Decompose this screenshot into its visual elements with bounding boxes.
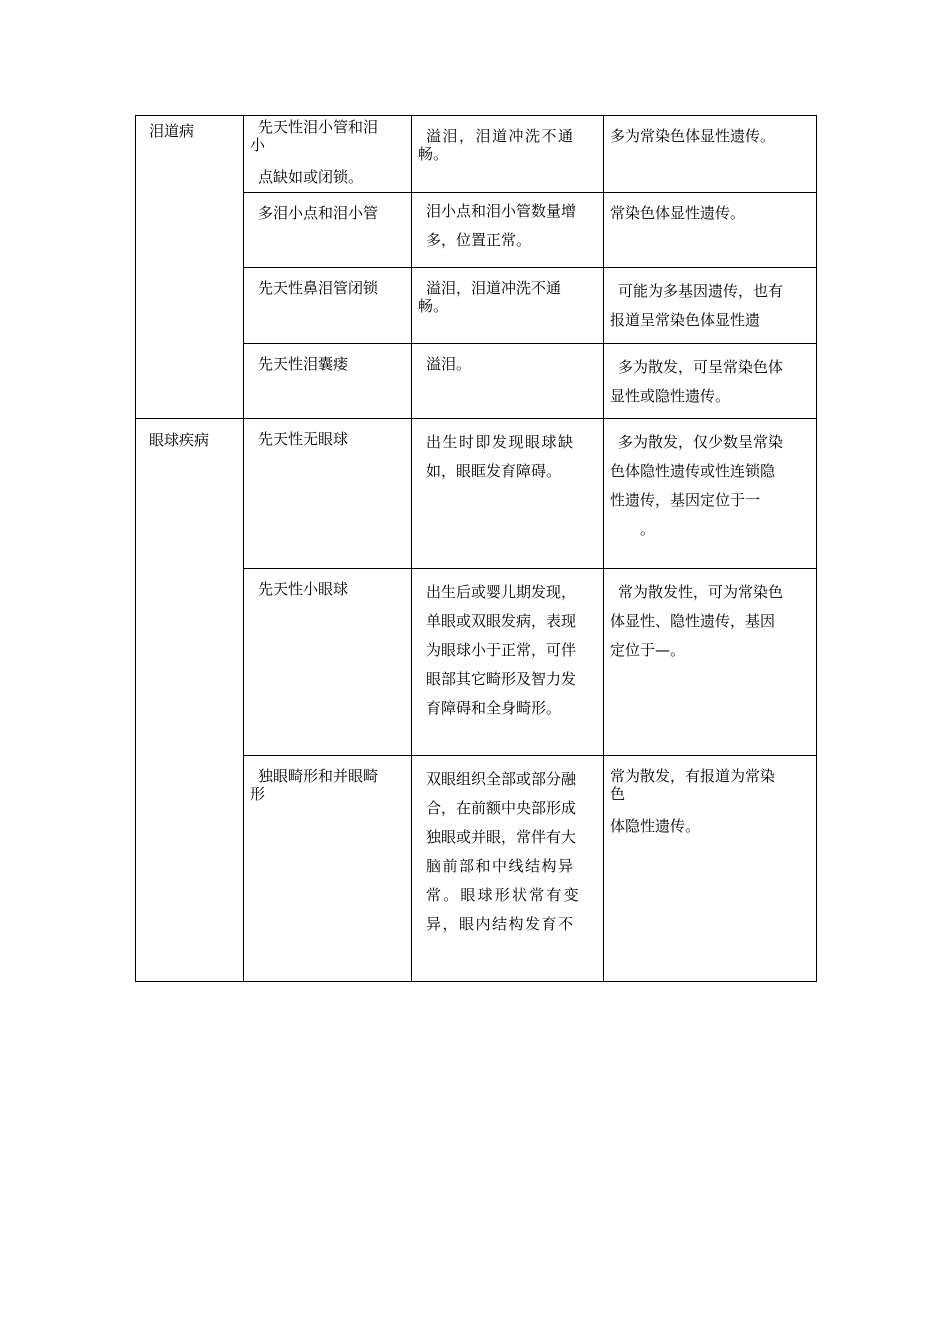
symptom-text: 泪小点和泪小管数量增 <box>426 202 577 220</box>
disease-cell <box>244 569 412 756</box>
table-row <box>136 419 817 569</box>
genetics-text: 性遗传，基因定位于一 <box>610 491 761 509</box>
symptom-text: 畅。 <box>418 145 449 163</box>
symptom-cell <box>412 569 604 756</box>
genetics-text: 可能为多基因遗传，也有 <box>618 282 784 300</box>
genetics-cell <box>604 193 817 268</box>
symptom-text: 出生后或婴儿期发现， <box>426 583 577 601</box>
disease-text: 先天性鼻泪管闭锁 <box>258 279 379 297</box>
genetics-text: 定位于—。 <box>610 641 686 659</box>
genetics-cell <box>604 344 817 419</box>
symptom-text: 双眼组织全部或部分融 <box>426 770 577 788</box>
disease-text: 小 <box>250 136 266 154</box>
genetics-cell <box>604 268 817 344</box>
genetics-text: 多为散发，可呈常染色体 <box>618 358 784 376</box>
symptom-cell <box>412 419 604 569</box>
genetics-cell <box>604 116 817 193</box>
disease-cell <box>244 116 412 193</box>
disease-cell <box>244 419 412 569</box>
disease-cell <box>244 344 412 419</box>
genetics-cell <box>604 569 817 756</box>
disease-cell <box>244 193 412 268</box>
genetics-text: 色 <box>610 785 626 803</box>
symptom-text: 如，眼眶发育障碍。 <box>426 462 562 480</box>
genetics-text: 体显性、隐性遗传，基因 <box>610 612 776 630</box>
symptom-cell <box>412 268 604 344</box>
disease-text: 先天性泪小管和泪 <box>258 118 379 136</box>
table-row <box>136 116 817 193</box>
symptom-cell <box>412 193 604 268</box>
disease-text: 多泪小点和泪小管 <box>258 204 379 222</box>
genetics-cell <box>604 419 817 569</box>
disease-cell <box>244 268 412 344</box>
symptom-text: 溢泪，泪道冲洗不通 <box>426 279 562 297</box>
disease-text: 先天性无眼球 <box>258 430 349 448</box>
genetics-text: 常为散发性，可为常染色 <box>618 583 784 601</box>
disease-text: 点缺如或闭锁。 <box>258 168 364 186</box>
genetic-eye-disease-table <box>135 115 817 982</box>
symptom-text: 脑前部和中线结构异 <box>426 857 575 875</box>
symptom-text: 多，位置正常。 <box>426 231 532 249</box>
symptom-text: 独眼或并眼，常伴有大 <box>426 828 577 846</box>
category-label: 眼球疾病 <box>149 431 210 449</box>
symptom-cell <box>412 116 604 193</box>
genetics-text: 多为散发，仅少数呈常染 <box>618 433 784 451</box>
disease-text: 独眼畸形和并眼畸 <box>258 767 379 785</box>
disease-cell <box>244 756 412 982</box>
symptom-text: 合，在前额中央部形成 <box>426 799 577 817</box>
symptom-text: 常。眼球形状常有变 <box>426 886 581 904</box>
category-cell <box>136 116 244 419</box>
genetics-text: 显性或隐性遗传。 <box>610 387 731 405</box>
symptom-text: 溢泪，泪道冲洗不通 <box>426 127 575 145</box>
genetics-text: 色体隐性遗传或性连锁隐 <box>610 462 776 480</box>
disease-text: 先天性泪囊瘘 <box>258 355 349 373</box>
symptom-text: 出生时即发现眼球缺 <box>426 433 575 451</box>
genetics-text: 。 <box>640 520 656 538</box>
symptom-text: 畅。 <box>418 297 449 315</box>
category-label: 泪道病 <box>149 122 195 140</box>
disease-text: 先天性小眼球 <box>258 580 349 598</box>
genetics-text: 多为常染色体显性遗传。 <box>610 127 776 145</box>
genetics-text: 常染色体显性遗传。 <box>610 204 746 222</box>
category-cell <box>136 419 244 982</box>
disease-text: 形 <box>250 785 266 803</box>
genetics-text: 体隐性遗传。 <box>610 817 701 835</box>
symptom-text: 单眼或双眼发病，表现 <box>426 612 577 630</box>
genetics-text: 报道呈常染色体显性遗 <box>610 311 761 329</box>
symptom-text: 为眼球小于正常，可伴 <box>426 641 577 659</box>
symptom-cell <box>412 756 604 982</box>
symptom-text: 眼部其它畸形及智力发 <box>426 670 577 688</box>
genetics-text: 常为散发，有报道为常染 <box>610 767 776 785</box>
symptom-text: 异，眼内结构发育不 <box>426 915 575 933</box>
symptom-text: 育障碍和全身畸形。 <box>426 699 562 717</box>
symptom-cell <box>412 344 604 419</box>
symptom-text: 溢泪。 <box>426 355 472 373</box>
genetics-cell <box>604 756 817 982</box>
